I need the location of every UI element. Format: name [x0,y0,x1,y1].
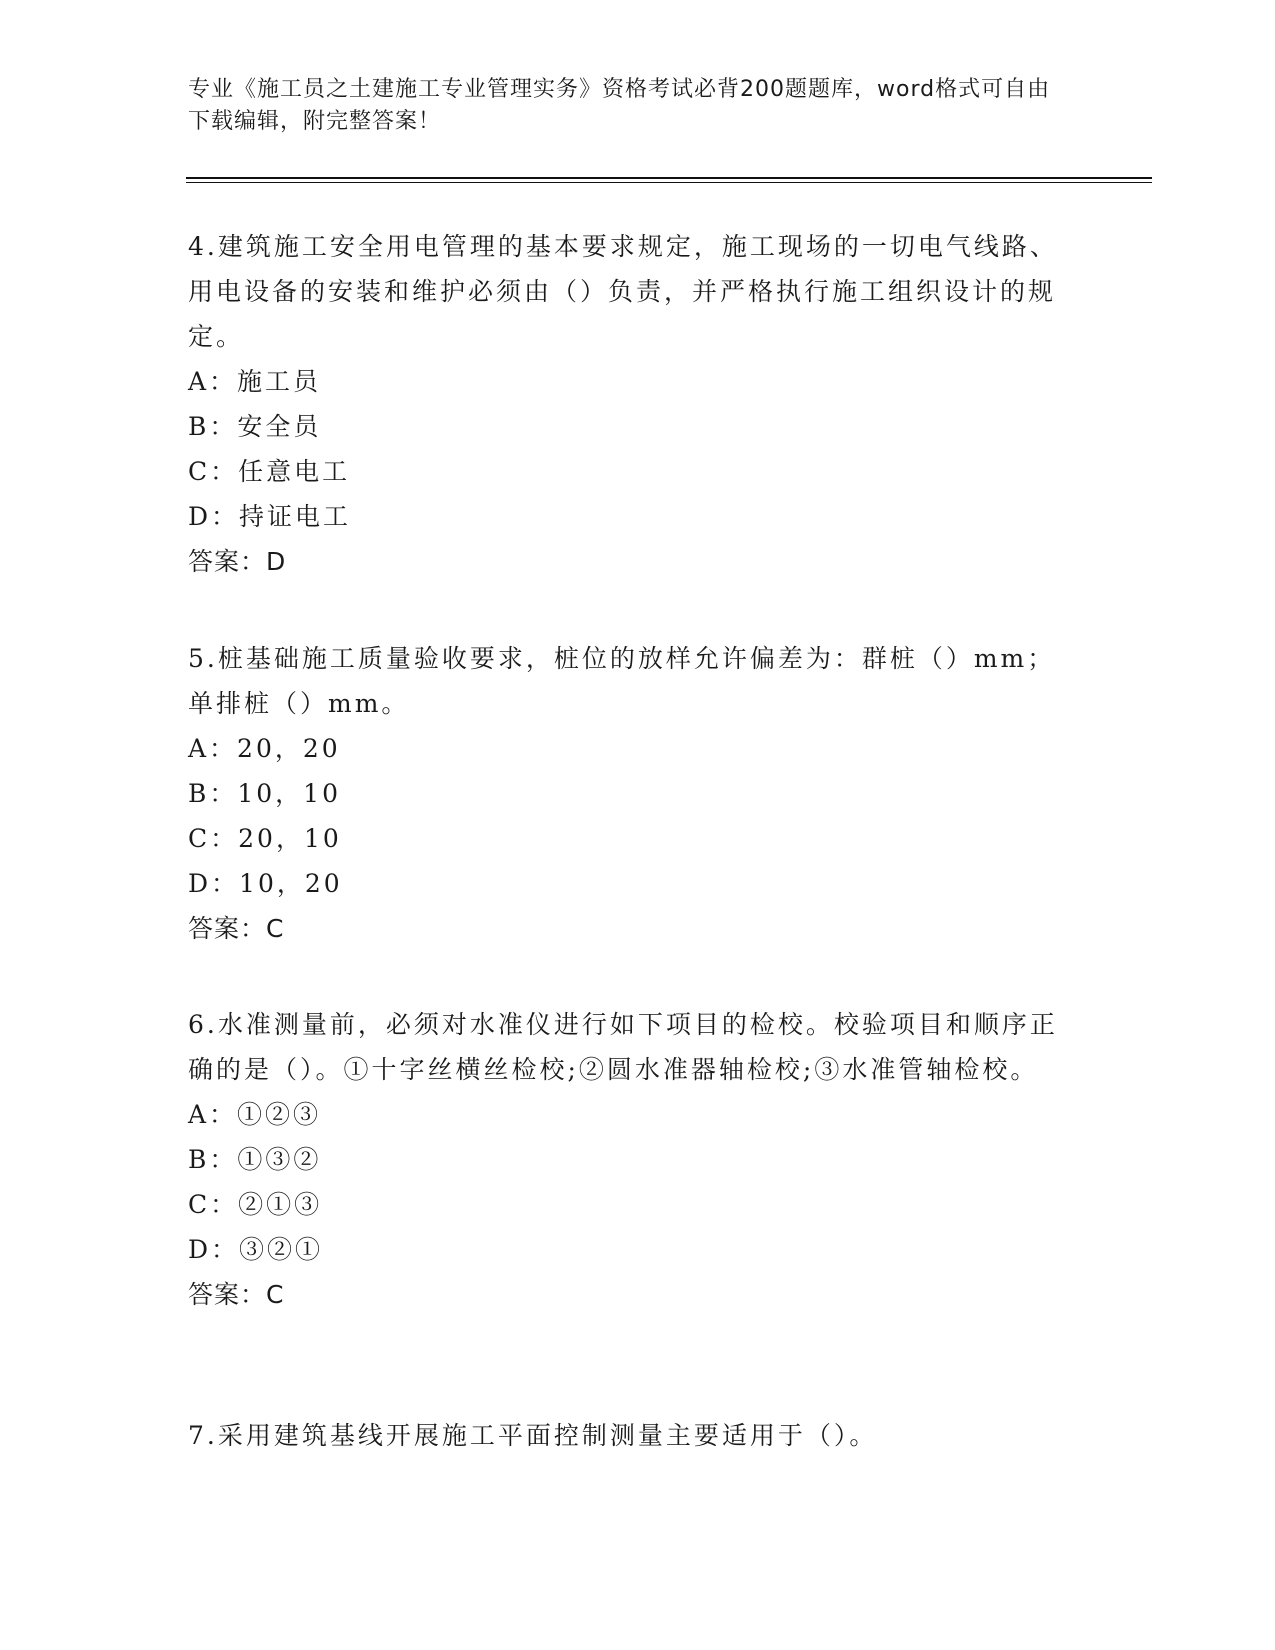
option-d: D：10，20 [188,869,343,898]
option-c: C：任意电工 [188,457,351,486]
question-4 [188,224,1068,584]
option-d: D：③②① [188,1235,324,1264]
answer-text: 答案：C [188,1280,285,1309]
question-7 [188,1413,1068,1458]
option-c: C：20，10 [188,824,342,853]
question-stem: 5.桩基础施工质量验收要求，桩位的放样允许偏差为：群桩（）mm；单排桩（）mm。 [188,644,1056,718]
document-header: 专业《施工员之土建施工专业管理实务》资格考试必背200题题库，word格式可自由下载编辑，附完整答案！ [188,77,1051,134]
option-a: A：施工员 [188,367,322,396]
question-5 [188,636,1068,951]
option-b: B：安全员 [188,412,322,441]
answer-text: 答案：C [188,914,285,943]
question-stem: 6.水准测量前，必须对水准仪进行如下项目的检校。校验项目和顺序正确的是（）。①十字丝横丝检校;②圆水准器轴检校;③水准管轴检校。 [188,1010,1058,1084]
option-b: B：10，10 [188,779,341,808]
question-stem: 7.采用建筑基线开展施工平面控制测量主要适用于（）。 [188,1421,878,1450]
question-stem: 4.建筑施工安全用电管理的基本要求规定，施工现场的一切电气线路、用电设备的安装和维护必须由（）负责，并严格执行施工组织设计的规定。 [188,232,1058,351]
header-divider-thin [186,182,1152,183]
option-c: C：②①③ [188,1190,323,1219]
question-6 [188,1002,1068,1317]
answer-text: 答案：D [188,547,287,576]
option-a: A：①②③ [188,1100,322,1129]
header-divider [186,177,1152,179]
option-d: D：持证电工 [188,502,352,531]
option-b: B：①③② [188,1145,322,1174]
option-a: A：20，20 [188,734,341,763]
